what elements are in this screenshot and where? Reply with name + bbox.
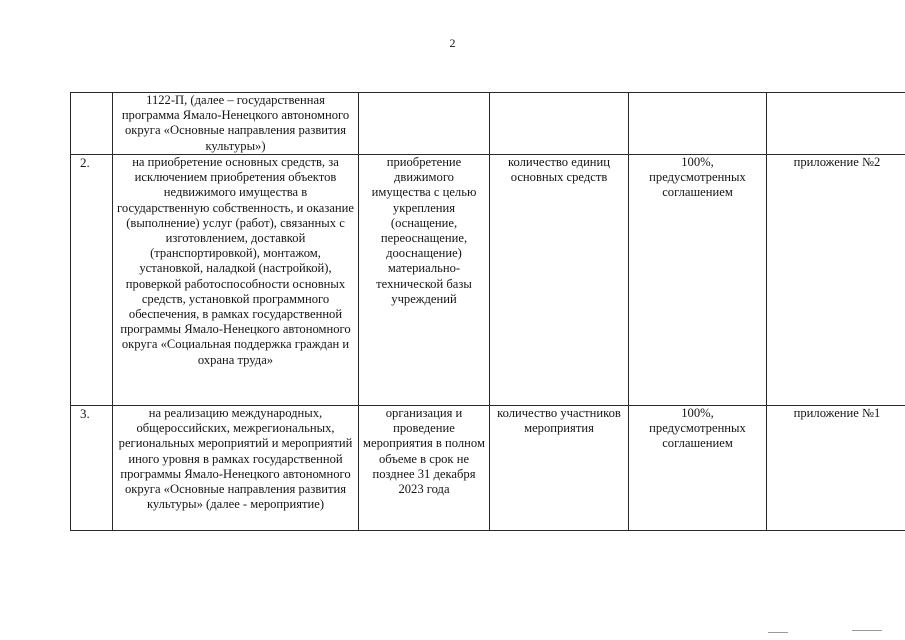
appendix-cell bbox=[767, 93, 905, 155]
indicator-cell bbox=[490, 93, 629, 155]
purpose-cell: на приобретение основных средств, за исключением приобретения объектов недвижимого имущества в государственную собственность, и оказание (выполнение) услуг (работ), связанных с изготовлением, доставкой (транспортировкой), монтажом, установкой, наладкой (настройкой), проверкой работоспособности основных средств, установкой программного обеспечения, в рамках государственной программы Ямало-Ненецкого автономного округа «Социальная поддержка граждан и охрана труда» bbox=[113, 155, 359, 406]
result-cell: приобретение движимого имущества с целью укрепления (оснащение, переоснащение, дооснащение) материально-технической базы учреждений bbox=[359, 155, 490, 406]
appendix-cell: приложение №2 bbox=[767, 155, 905, 406]
table-row bbox=[71, 406, 905, 531]
purpose-cell: 1122-П, (далее – государственная программа Ямало-Ненецкого автономного округа «Основные направления развития культуры») bbox=[113, 93, 359, 155]
target-value-cell: 100%, предусмотренных соглашением bbox=[629, 155, 767, 406]
indicator-cell: количество участников мероприятия bbox=[490, 406, 629, 531]
row-number-cell bbox=[71, 93, 113, 155]
purpose-cell: на реализацию международных, общероссийских, межрегиональных, региональных мероприятий и мероприятий иного уровня в рамках государственной программы Ямало-Ненецкого автономного округа «Основные направления развития культуры» (далее - мероприятие) bbox=[113, 406, 359, 531]
table-row bbox=[71, 155, 905, 406]
row-number-cell: 3. bbox=[71, 406, 113, 531]
page-number: 2 bbox=[449, 36, 456, 50]
target-value-cell bbox=[629, 93, 767, 155]
result-cell: организация и проведение мероприятия в полном объеме в срок не позднее 31 декабря 2023 года bbox=[359, 406, 490, 531]
subsidy-table bbox=[70, 92, 905, 531]
result-cell bbox=[359, 93, 490, 155]
table-row bbox=[71, 93, 905, 155]
target-value-cell: 100%, предусмотренных соглашением bbox=[629, 406, 767, 531]
scan-artifact bbox=[852, 630, 882, 631]
row-number-cell: 2. bbox=[71, 155, 113, 406]
scan-artifact bbox=[768, 632, 788, 633]
indicator-cell: количество единиц основных средств bbox=[490, 155, 629, 406]
appendix-cell: приложение №1 bbox=[767, 406, 905, 531]
